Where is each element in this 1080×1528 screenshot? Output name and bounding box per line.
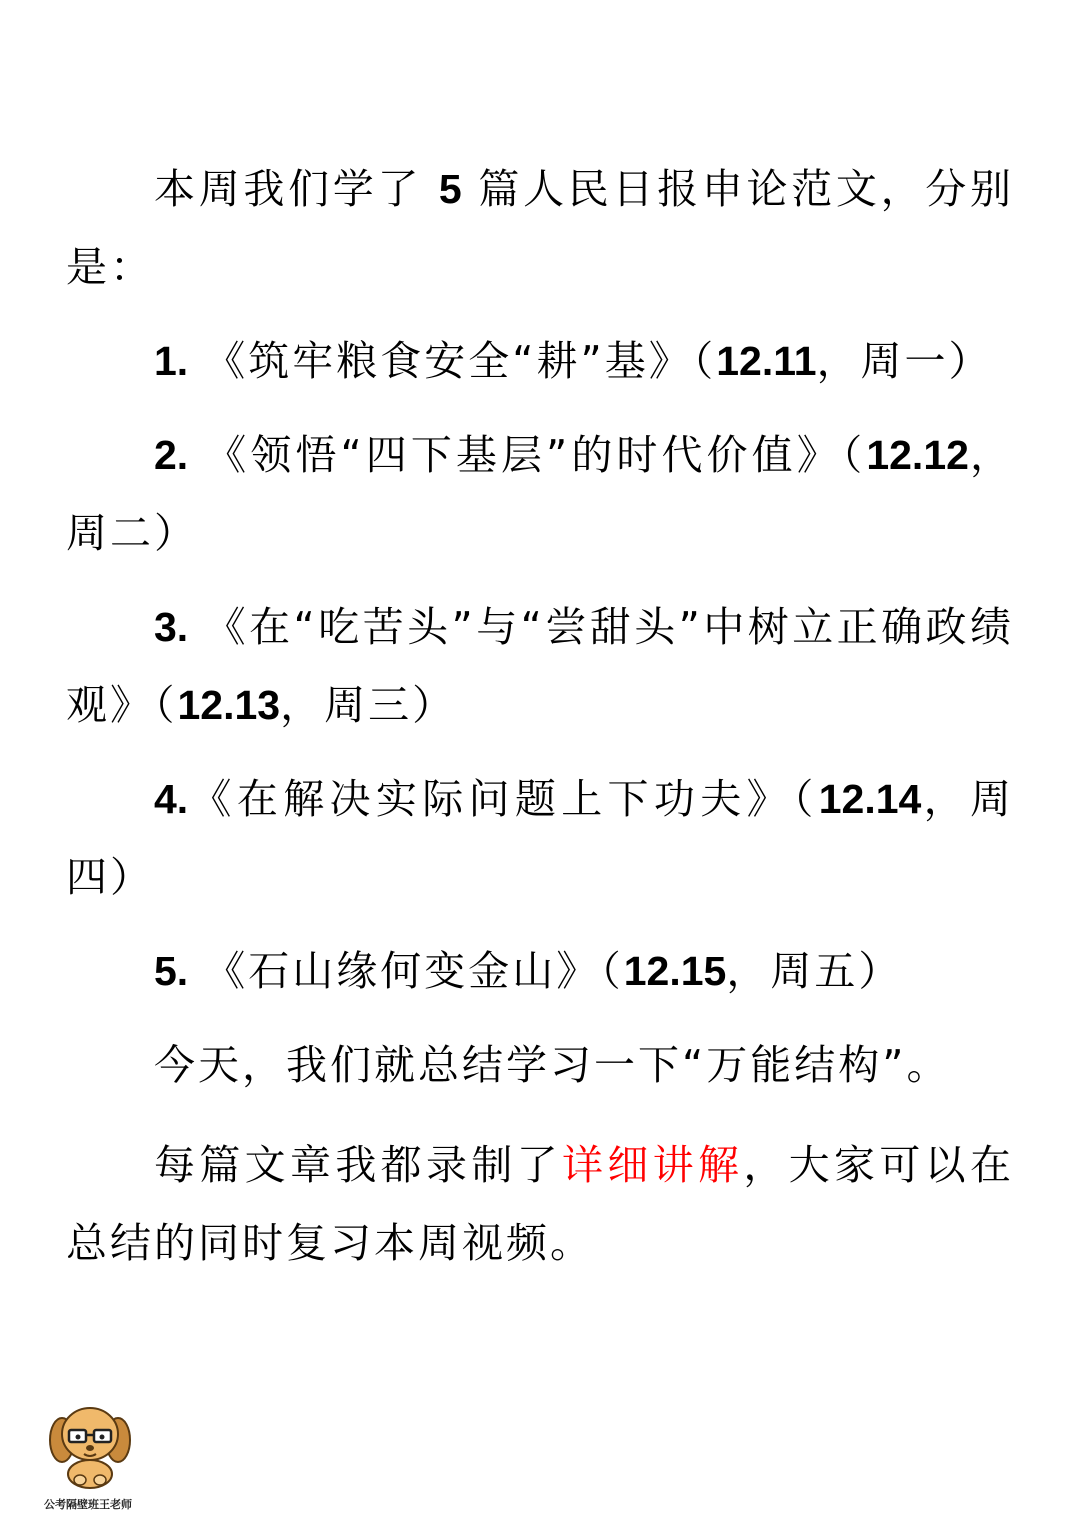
list-item — [66, 760, 1014, 916]
closing-paragraph — [66, 1126, 1014, 1282]
list-item — [66, 416, 1014, 572]
document-body — [66, 150, 1014, 1298]
list-item — [66, 932, 1014, 1010]
item-day: ，周五） — [726, 947, 903, 995]
item-title: 《筑牢粮食安全“耕”基》（ — [188, 337, 717, 385]
item-title: 《石山缘何变金山》（ — [188, 947, 624, 995]
item-number: 1. — [154, 338, 189, 384]
item-number: 3. — [154, 604, 189, 650]
item-date: 12.15 — [623, 948, 727, 994]
item-number: 4. — [154, 776, 189, 822]
logo-caption: 公考隔壁班王老师 — [44, 1498, 132, 1511]
list-item — [66, 322, 1014, 400]
intro-paragraph — [66, 150, 1014, 306]
item-date: 12.12 — [866, 432, 969, 478]
item-day: ，周四） — [66, 775, 1015, 901]
item-date: 12.14 — [818, 776, 922, 822]
summary-paragraph: 今天，我们就总结学习一下“万能结构”。 — [154, 1041, 951, 1089]
item-day: ，周一） — [816, 337, 993, 385]
item-date: 12.11 — [716, 338, 817, 384]
item-title: 《在“吃苦头”与“尝甜头”中树立正确政绩观》（ — [66, 603, 1014, 729]
list-item — [66, 588, 1014, 744]
item-day: ，周二） — [66, 431, 1015, 557]
item-day: ，周三） — [280, 681, 457, 729]
intro-text-end: 篇人民日报申论范文，分别是： — [66, 165, 1014, 291]
item-date: 12.13 — [177, 682, 281, 728]
highlight-text: 详细讲解 — [562, 1141, 744, 1189]
item-title: 《在解决实际问题上下功夫》（ — [188, 775, 819, 823]
dog-with-glasses-icon — [42, 1392, 138, 1492]
item-number: 2. — [154, 432, 189, 478]
intro-text: 本周我们学了 — [154, 165, 439, 213]
closing-text-end: ，大家可以在总结的同时复习本周视频。 — [66, 1141, 1015, 1267]
item-number: 5. — [154, 948, 189, 994]
item-title: 《领悟“四下基层”的时代价值》（ — [188, 431, 867, 479]
closing-text: 每篇文章我都录制了 — [154, 1141, 562, 1189]
intro-count: 5 — [438, 166, 462, 212]
